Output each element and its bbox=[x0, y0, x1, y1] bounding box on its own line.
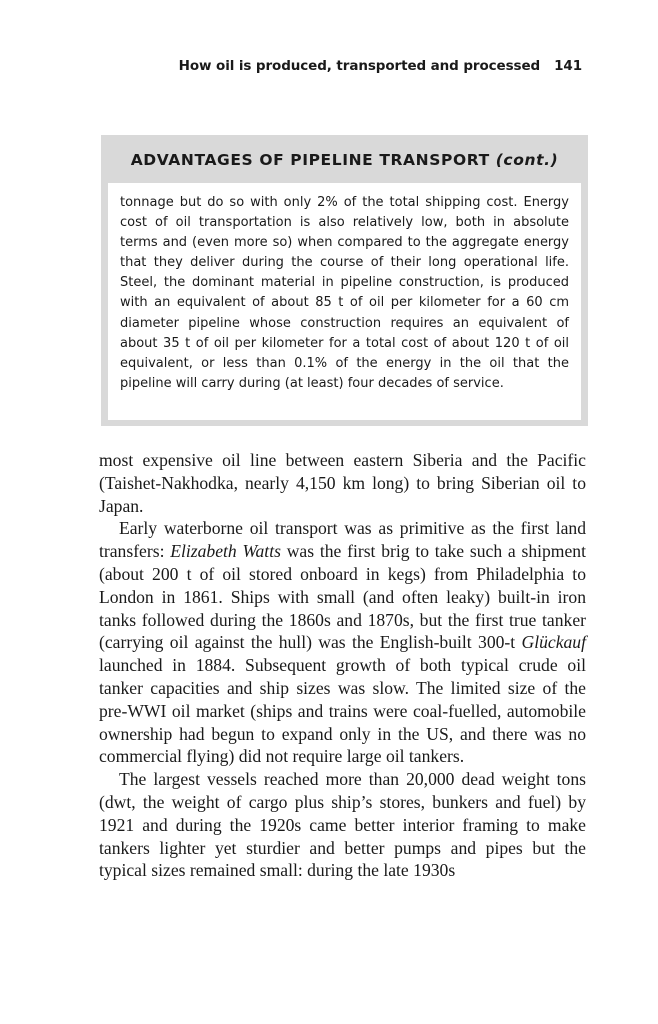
ship-name-gluckauf: Glückauf bbox=[521, 632, 586, 653]
paragraph-2 bbox=[99, 517, 586, 768]
box-title bbox=[101, 151, 588, 169]
paragraph-2-part-a: Early waterborne oil transport was as primitive as the first land transfers: bbox=[99, 518, 586, 562]
running-title: How oil is produced, transported and processed bbox=[178, 58, 541, 74]
paragraph-1: most expensive oil line between eastern Siberia and the Pacific (Taishet-Nakhodka, nearly 4,150 km long) to bring Siberian oil to Japan. bbox=[99, 450, 586, 516]
paragraph-3: The largest vessels reached more than 20,000 dead weight tons (dwt, the weight of cargo plus ship’s stores, bunkers and fuel) by 1921 and during the 1920s came better interior framing to make tankers lighter yet sturdier and better pumps and pipes but the typical sizes remained small: during the late 1930s bbox=[99, 769, 586, 881]
running-head bbox=[179, 58, 582, 74]
ship-name-elizabeth-watts: Elizabeth Watts bbox=[170, 541, 281, 562]
paragraph-2-part-c: launched in 1884. Subsequent growth of both typical crude oil tanker capacities and ship sizes was slow. The limited size of the pre-WWI oil market (ships and trains were coal-fuelled, automobile ownership had begun to expand only in the US, and there was no commercial flying) did not require large oil tankers. bbox=[99, 655, 586, 767]
box-title-cont: (cont.) bbox=[495, 151, 559, 169]
box-content bbox=[108, 183, 581, 420]
body-text bbox=[99, 449, 586, 882]
box-title-text: ADVANTAGES OF PIPELINE TRANSPORT bbox=[130, 151, 490, 169]
paragraph-2-part-b: was the first brig to take such a shipment (about 200 t of oil stored onboard in kegs) from Philadelphia to London in 1861. Ships with small (and often leaky) built-in iron tanks followed during the 1860s and 1870s, but the first true tanker (carrying oil against the hull) was the English-built 300-t bbox=[99, 541, 586, 653]
page-number: 141 bbox=[554, 58, 582, 74]
sidebar-box bbox=[101, 135, 588, 426]
box-paragraph: tonnage but do so with only 2% of the total shipping cost. Energy cost of oil transportation is also relatively low, both in absolute terms and (even more so) when compared to the aggregate energy that they deliver during the course of their long operational life. Steel, the dominant material in pipeline construction, is produced with an equivalent of about 85 t of oil per kilometer for a 60 cm diameter pipeline whose construction requires an equivalent of about 35 t of oil per kilometer for a total cost of about 120 t of oil equivalent, or less than 0.1% of the energy in the oil that the pipeline will carry during (at least) four decades of service. bbox=[120, 195, 569, 391]
